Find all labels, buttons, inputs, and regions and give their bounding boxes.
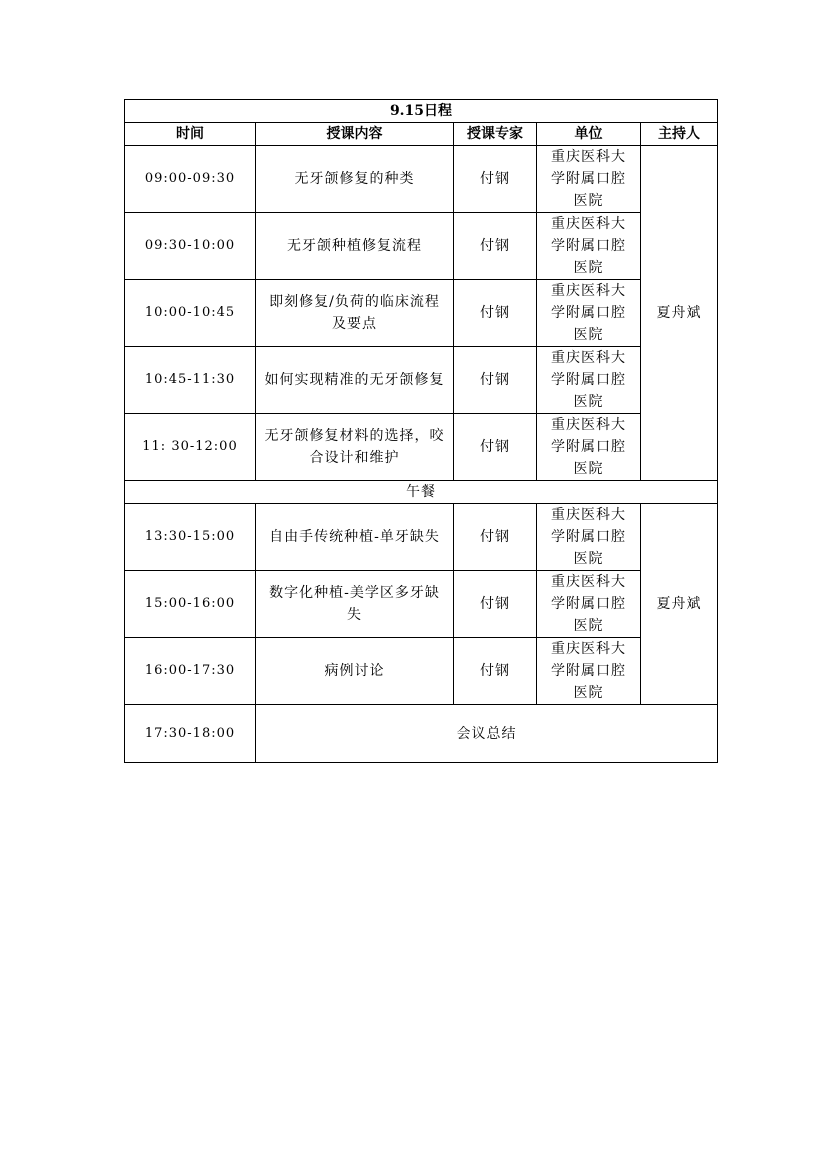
session-expert: 付钢: [454, 213, 537, 280]
table-row: [125, 347, 718, 414]
session-content: 数字化种植-美学区多牙缺失: [256, 571, 454, 638]
session-time: 09:30-10:00: [125, 213, 256, 280]
table-row: [125, 414, 718, 481]
session-content: 自由手传统种植-单牙缺失: [256, 504, 454, 571]
session-unit: 重庆医科大学附属口腔医院: [537, 638, 641, 705]
closing-time: 17:30-18:00: [125, 705, 256, 763]
session-expert: 付钢: [454, 638, 537, 705]
session-expert: 付钢: [454, 146, 537, 213]
session-unit: 重庆医科大学附属口腔医院: [537, 347, 641, 414]
session-unit: 重庆医科大学附属口腔医院: [537, 571, 641, 638]
session-time: 09:00-09:30: [125, 146, 256, 213]
session-unit: 重庆医科大学附属口腔医院: [537, 504, 641, 571]
table-row: [125, 280, 718, 347]
session-content: 无牙颌修复材料的选择，咬合设计和维护: [256, 414, 454, 481]
header-content: 授课内容: [256, 123, 454, 146]
table-row: [125, 638, 718, 705]
session-unit: 重庆医科大学附属口腔医院: [537, 414, 641, 481]
session-time: 16:00-17:30: [125, 638, 256, 705]
session-unit: 重庆医科大学附属口腔医院: [537, 213, 641, 280]
header-expert: 授课专家: [454, 123, 537, 146]
schedule-table: [124, 99, 718, 763]
session-expert: 付钢: [454, 280, 537, 347]
session-time: 10:00-10:45: [125, 280, 256, 347]
header-time: 时间: [125, 123, 256, 146]
header-host: 主持人: [641, 123, 718, 146]
session-time: 10:45-11:30: [125, 347, 256, 414]
session-unit: 重庆医科大学附属口腔医院: [537, 146, 641, 213]
afternoon-host: 夏舟斌: [641, 504, 718, 705]
session-time: 13:30-15:00: [125, 504, 256, 571]
session-expert: 付钢: [454, 571, 537, 638]
session-expert: 付钢: [454, 347, 537, 414]
header-unit: 单位: [537, 123, 641, 146]
table-row: [125, 504, 718, 571]
schedule-title: 9.15日程: [125, 100, 718, 123]
session-unit: 重庆医科大学附属口腔医院: [537, 280, 641, 347]
session-content: 无牙颌修复的种类: [256, 146, 454, 213]
header-row: [125, 123, 718, 146]
session-content: 无牙颌种植修复流程: [256, 213, 454, 280]
title-row: [125, 100, 718, 123]
lunch-row: [125, 481, 718, 504]
table-row: [125, 571, 718, 638]
session-time: 15:00-16:00: [125, 571, 256, 638]
table-row: [125, 213, 718, 280]
session-content: 病例讨论: [256, 638, 454, 705]
session-content: 如何实现精准的无牙颌修复: [256, 347, 454, 414]
closing-row: [125, 705, 718, 763]
session-expert: 付钢: [454, 414, 537, 481]
session-content: 即刻修复/负荷的临床流程及要点: [256, 280, 454, 347]
lunch-label: 午餐: [125, 481, 718, 504]
session-expert: 付钢: [454, 504, 537, 571]
session-time: 11: 30-12:00: [125, 414, 256, 481]
table-row: [125, 146, 718, 213]
morning-host: 夏舟斌: [641, 146, 718, 481]
closing-content: 会议总结: [256, 705, 718, 763]
